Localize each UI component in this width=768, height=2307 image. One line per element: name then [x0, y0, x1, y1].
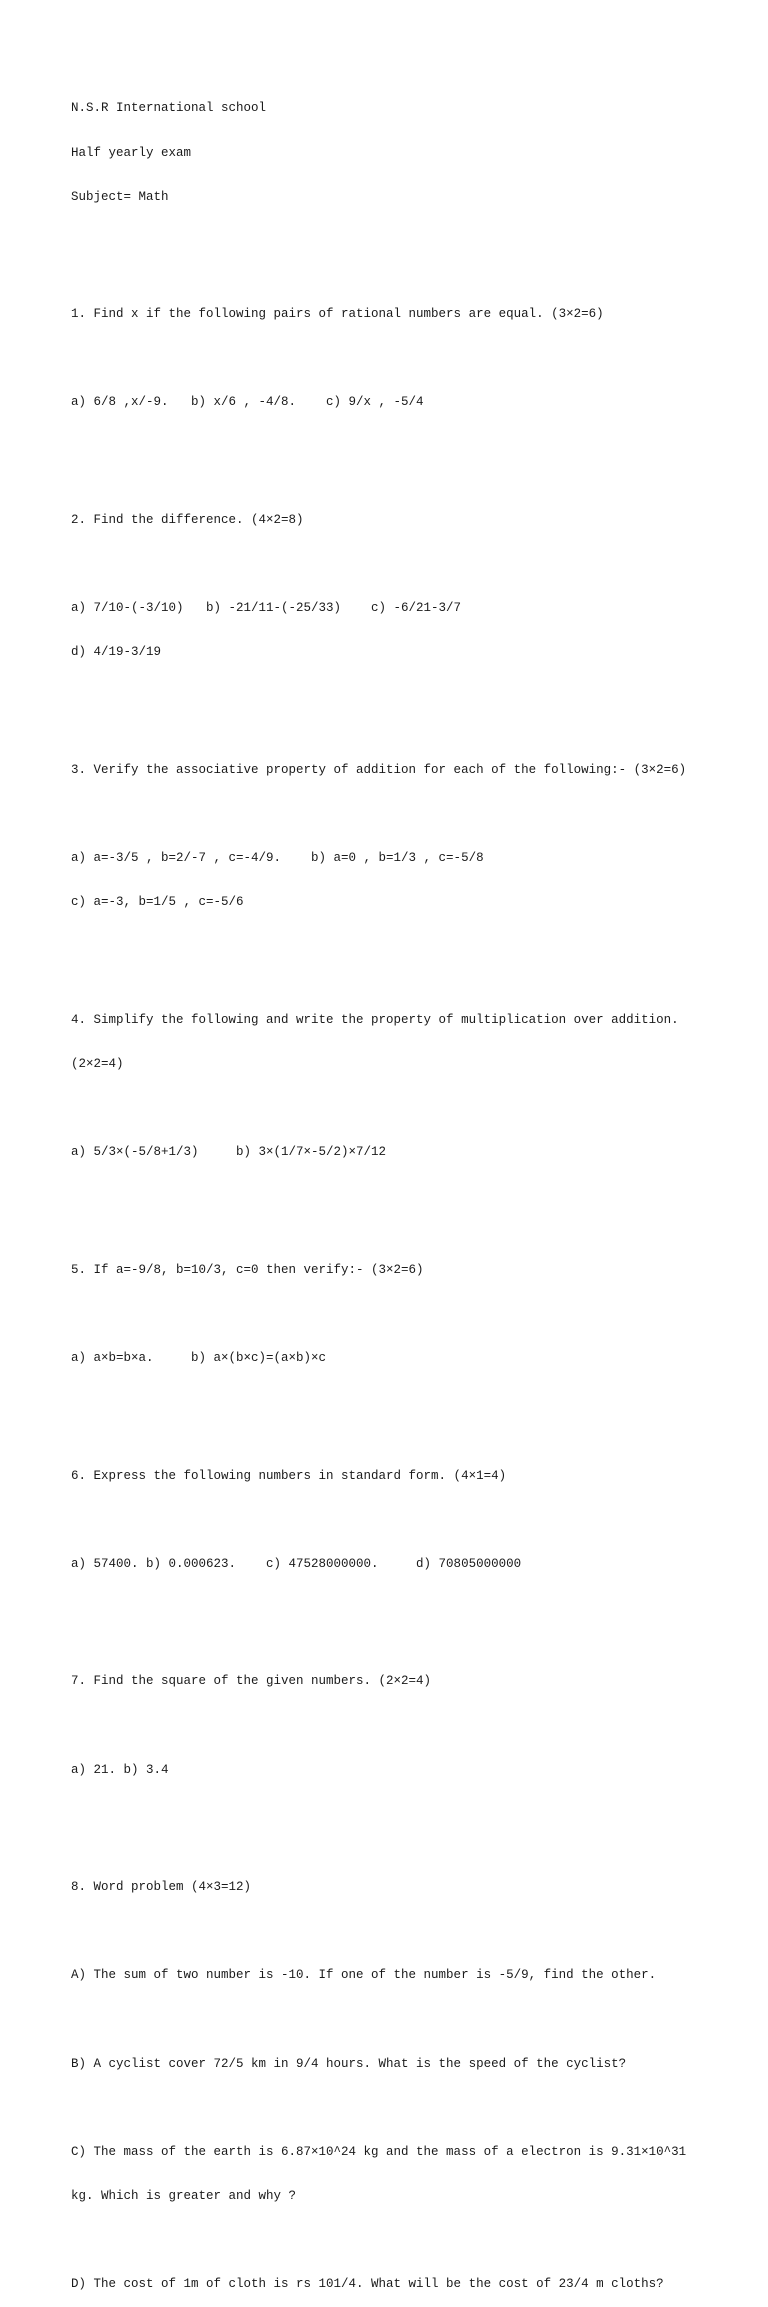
word-problem-d: D) The cost of 1m of cloth is rs 101/4. What will be the cost of 23/4 m cloths? — [71, 2277, 664, 2292]
question-3-parts-line-2: c) a=-3, b=1/5 , c=-5/6 — [71, 895, 244, 910]
word-problem-b: B) A cyclist cover 72/5 km in 9/4 hours. What is the speed of the cyclist? — [71, 2056, 627, 2071]
spacer — [71, 440, 731, 455]
spacer — [71, 557, 731, 572]
question-2-parts-line-2: d) 4/19-3/19 — [71, 645, 162, 660]
spacer — [71, 2233, 731, 2248]
spacer — [71, 1189, 731, 1204]
question-6-parts: a) 57400. b) 0.000623. c) 47528000000. d) 70805000000 — [71, 1556, 522, 1571]
question-5-parts: a) a×b=b×a. b) a×(b×c)=(a×b)×c — [71, 1351, 327, 1366]
spacer — [71, 1513, 731, 1528]
school-name: N.S.R International school — [71, 101, 267, 116]
question-4-parts: a) 5/3×(-5/8+1/3) b) 3×(1/7×-5/2)×7/12 — [71, 1145, 387, 1160]
word-problem-c-line-2: kg. Which is greater and why ? — [71, 2188, 297, 2203]
question-7: 7. Find the square of the given numbers. (2×2=4) — [71, 1674, 432, 1689]
spacer — [71, 1307, 731, 1322]
spacer — [71, 1395, 731, 1410]
spacer — [71, 807, 731, 822]
question-6: 6. Express the following numbers in standard form. (4×1=4) — [71, 1468, 507, 1483]
spacer — [71, 939, 731, 954]
word-problem-c-line-1: C) The mass of the earth is 6.87×10^24 kg and the mass of a electron is 9.31×10^31 — [71, 2144, 687, 2159]
spacer — [71, 689, 731, 704]
question-1: 1. Find x if the following pairs of rational numbers are equal. (3×2=6) — [71, 307, 604, 322]
question-2: 2. Find the difference. (4×2=8) — [71, 513, 304, 528]
exam-document — [71, 72, 731, 2307]
spacer — [71, 234, 731, 249]
question-4-line-2: (2×2=4) — [71, 1057, 124, 1071]
question-5: 5. If a=-9/8, b=10/3, c=0 then verify:- (3×2=6) — [71, 1262, 424, 1277]
spacer — [71, 1924, 731, 1939]
exam-title: Half yearly exam — [71, 145, 192, 160]
spacer — [71, 351, 731, 366]
question-3-parts-line-1: a) a=-3/5 , b=2/-7 , c=-4/9. b) a=0 , b=1/3 , c=-5/8 — [71, 851, 484, 866]
question-2-parts-line-1: a) 7/10-(-3/10) b) -21/11-(-25/33) c) -6/21-3/7 — [71, 601, 462, 616]
spacer — [71, 1101, 731, 1116]
spacer — [71, 2101, 731, 2116]
spacer — [71, 1807, 731, 1822]
spacer — [71, 1719, 731, 1734]
subject-line: Subject= Math — [71, 189, 169, 204]
spacer — [71, 1601, 731, 1616]
question-3: 3. Verify the associative property of addition for each of the following:- (3×2=6) — [71, 762, 687, 777]
word-problem-a: A) The sum of two number is -10. If one of the number is -5/9, find the other. — [71, 1968, 657, 1983]
question-7-parts: a) 21. b) 3.4 — [71, 1762, 169, 1777]
question-4-line-1: 4. Simplify the following and write the property of multiplication over addition. — [71, 1012, 679, 1027]
question-8: 8. Word problem (4×3=12) — [71, 1880, 252, 1895]
question-1-parts: a) 6/8 ,x/-9. b) x/6 , -4/8. c) 9/x , -5/4 — [71, 395, 424, 410]
spacer — [71, 2013, 731, 2028]
